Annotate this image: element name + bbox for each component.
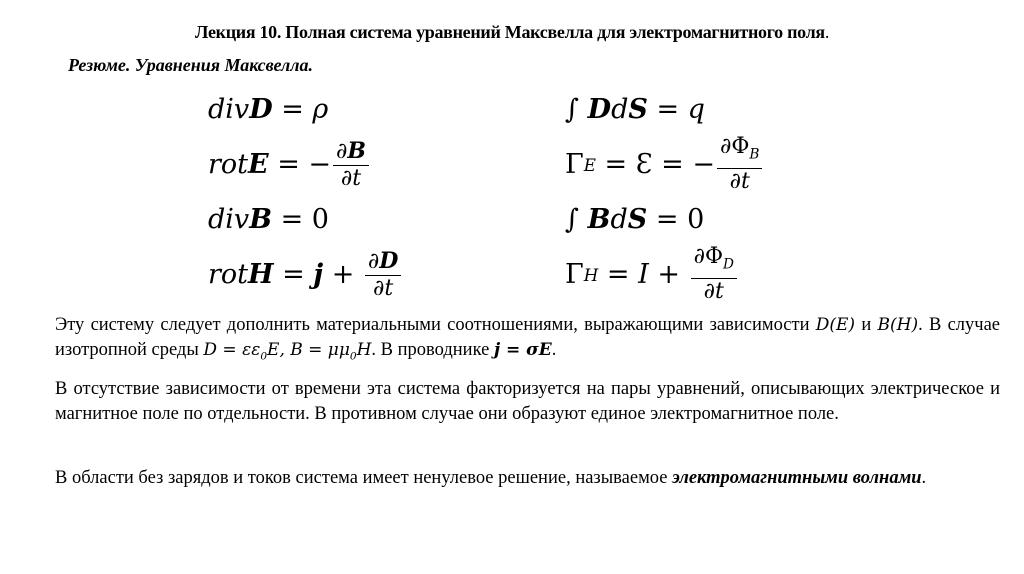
- formula-ohm: j = σE: [493, 339, 552, 360]
- math-symbol: = Ɛ = −: [595, 149, 715, 180]
- paragraph-waves: [55, 466, 1000, 491]
- math-symbol: ∂t: [703, 278, 724, 304]
- subscript: 0: [349, 349, 357, 362]
- text: В области без зарядов и токов система имеет ненулевое решение, называемое: [55, 468, 673, 488]
- differential-equations: [208, 82, 403, 302]
- subscript: E: [583, 154, 596, 175]
- math-symbol: +: [323, 259, 363, 290]
- subscript: B: [749, 146, 760, 163]
- maxwell-equation: [565, 192, 764, 247]
- paragraph-material-relations: [55, 313, 1000, 368]
- formula-part: D = εε: [203, 339, 261, 360]
- math-symbol: D: [379, 247, 399, 274]
- maxwell-equation: [565, 244, 764, 304]
- math-symbol: ∂t: [340, 165, 362, 191]
- formula-part: E, B = μμ: [267, 339, 350, 360]
- math-symbol: ∂: [367, 248, 380, 274]
- math-symbol: Γ: [565, 149, 584, 180]
- math-symbol: rot: [208, 149, 249, 180]
- math-symbol: = −: [268, 149, 332, 180]
- math-symbol: d: [610, 204, 628, 235]
- emphasized-term: электромагнитными волнами: [672, 468, 922, 488]
- math-symbol: +: [648, 259, 689, 290]
- section-subtitle: Резюме. Уравнения Максвелла.: [68, 55, 314, 75]
- text: Эту систему следует дополнить материальными соотношениями, выражающими зависимости: [55, 315, 816, 335]
- math-symbol: = 0: [647, 204, 705, 235]
- text: . В проводнике: [371, 339, 494, 360]
- math-symbol: S: [628, 94, 648, 125]
- math-symbol: =: [598, 259, 639, 290]
- math-symbol: ∂Φ: [719, 134, 750, 160]
- denominator: [373, 276, 393, 302]
- maxwell-equation: [565, 82, 764, 137]
- math-symbol: ∂t: [373, 275, 394, 301]
- math-symbol: I: [638, 259, 649, 290]
- math-symbol: Γ: [565, 259, 584, 290]
- math-symbol: d: [611, 94, 629, 125]
- math-symbol: rot: [208, 259, 249, 290]
- math-symbol: S: [627, 204, 648, 235]
- math-symbol: E: [248, 149, 269, 180]
- text: и: [855, 315, 878, 335]
- text: . В случае изотропной среды: [55, 315, 1001, 360]
- math-symbol: B: [249, 204, 273, 235]
- title-text: Лекция 10. Полная система уравнений Максвелла для электромагнитного поля: [194, 22, 825, 42]
- denominator: [704, 279, 724, 305]
- fraction: [333, 138, 369, 192]
- math-symbol: div: [208, 94, 250, 125]
- math-symbol: ∫: [565, 94, 588, 125]
- denominator: [730, 169, 750, 195]
- subscript: 0: [260, 349, 268, 362]
- fraction: [717, 134, 762, 194]
- denominator: [341, 166, 361, 192]
- text: .: [551, 339, 557, 360]
- paragraph-factorization: В отсутствие зависимости от времени эта система факторизуется на пары уравнений, описывающих электрическое и магнитное поле по отдельности. В противном случае они образуют единое электромагнитное поле.: [55, 379, 1000, 424]
- math-symbol: ∂t: [729, 168, 750, 194]
- subscript: D: [723, 256, 734, 273]
- math-symbol: ∫: [565, 204, 588, 235]
- math-symbol: j: [313, 259, 324, 290]
- title-dot: .: [824, 22, 830, 42]
- fraction: [365, 248, 401, 302]
- math-symbol: =: [273, 259, 314, 290]
- numerator: [365, 248, 401, 276]
- numerator: [691, 244, 737, 278]
- numerator: [717, 134, 762, 168]
- math-symbol: = ρ: [272, 94, 329, 125]
- formula-part: H: [356, 339, 372, 360]
- fraction: [691, 244, 737, 304]
- integral-equations: [565, 82, 764, 302]
- maxwell-equation: [208, 247, 403, 302]
- math-symbol: = 0: [272, 204, 329, 235]
- maxwell-equation: [208, 82, 403, 137]
- maxwell-equation: [208, 137, 403, 192]
- formula: D(E): [815, 315, 856, 335]
- math-symbol: ∂Φ: [693, 244, 724, 270]
- text: .: [921, 468, 927, 488]
- numerator: [333, 138, 369, 166]
- math-symbol: B: [347, 137, 367, 164]
- math-symbol: div: [208, 204, 250, 235]
- formula-isotropic: [203, 340, 371, 360]
- subscript: H: [583, 264, 599, 285]
- lecture-title: [0, 22, 1024, 43]
- maxwell-equation: [565, 134, 764, 194]
- math-symbol: D: [249, 94, 273, 125]
- math-symbol: = q: [647, 94, 705, 125]
- formula: B(H): [877, 315, 919, 335]
- math-symbol: ∂: [336, 138, 348, 164]
- math-symbol: D: [587, 94, 612, 125]
- math-symbol: B: [587, 204, 611, 235]
- maxwell-equation: [208, 192, 403, 247]
- math-symbol: H: [248, 259, 274, 290]
